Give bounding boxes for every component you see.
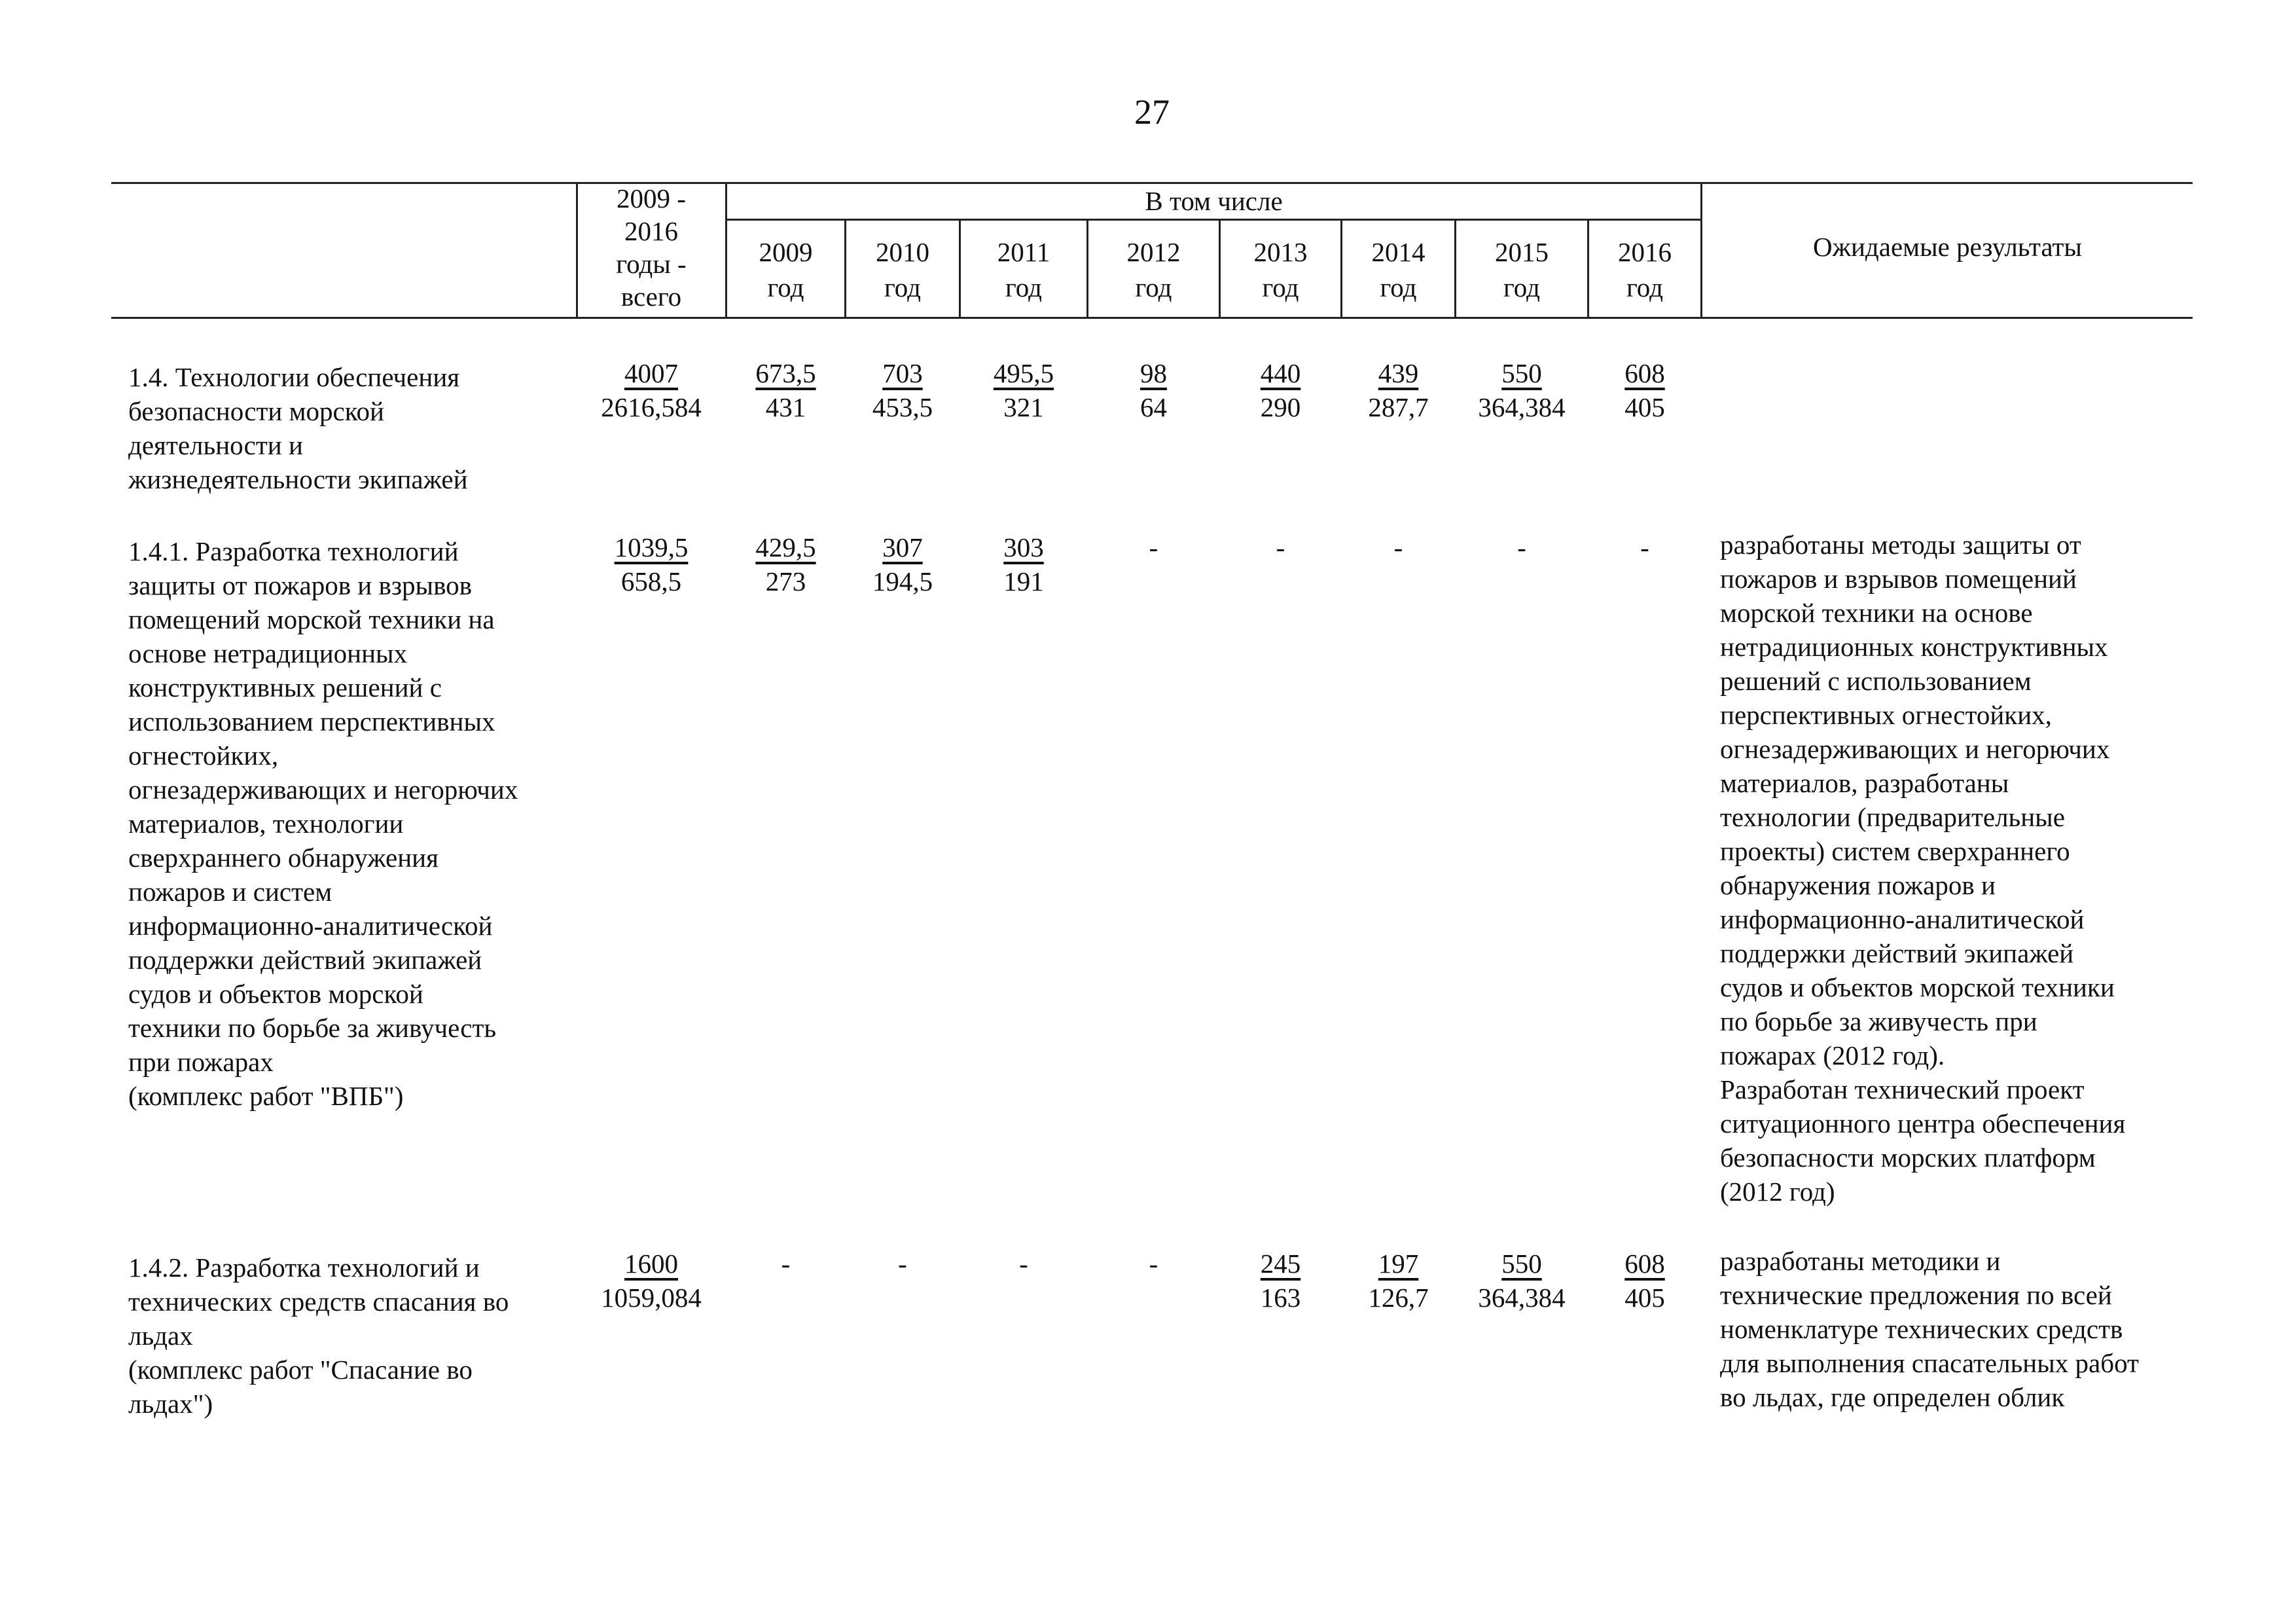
header-year-2009: 2009 год [759,237,813,302]
row-1-4-2-2010: - [898,1249,907,1279]
header-bottom-rule [111,317,2193,319]
row-1-4-2-2015: 550 364,384 [1478,1249,1566,1313]
row-1-4-2010: 703 453,5 [872,358,933,422]
including-rule [725,219,1700,221]
row-1-4-1-2016: - [1640,532,1649,562]
row-1-4-1-2011: 303 191 [1003,532,1044,596]
header-results: Ожидаемые результаты [1813,232,2082,262]
header-year-2013: 2013 год [1253,237,1308,302]
row-1-4-2-title: 1.4.2. Разработка технологий и технических средств спасания во льдах (комплекс работ "Спасание во льдах") [128,1252,509,1419]
header-divider [576,182,578,317]
row-1-4-1-title: 1.4.1. Разработка технологий защиты от пожаров и взрывов помещений морской техники на основе нетрадиционных конструктивных решений с использованием перспективных огнестойких, огнезадерживающих и негорючих материалов, технологии сверхраннего обнаружения пожаров и систем информационно-аналитической поддержки действий экипажей судов и объектов морской техники по борьбе за живучесть при пожарах (комплекс работ "ВПБ") [128,536,518,1111]
header-year-2015: 2015 год [1495,237,1549,302]
row-1-4-2-2011: - [1019,1249,1028,1279]
row-1-4-2015: 550 364,384 [1478,358,1566,422]
row-1-4-2009: 673,5 431 [755,358,816,422]
row-1-4-2-result: разработаны методики и технические предложения по всей номенклатуре технических средств для выполнения спасательных работ во льдах, где определен облик [1720,1246,2139,1412]
row-1-4-1-2012: - [1149,532,1158,562]
header-year-2014: 2014 год [1371,237,1426,302]
header-year-2010: 2010 год [876,237,929,302]
row-1-4-1-2009: 429,5 273 [755,532,816,596]
header-year-2016: 2016 год [1618,237,1672,302]
row-1-4-2014: 439 287,7 [1368,358,1429,422]
row-1-4-total: 4007 2616,584 [601,358,702,422]
row-1-4-1-2015: - [1517,532,1526,562]
page-number: 27 [1134,92,1170,132]
row-1-4-title: 1.4. Технологии обеспечения безопасности морской деятельности и жизнедеятельности экипажей [128,362,468,494]
row-1-4-1-2013: - [1276,532,1285,562]
row-1-4-2-2013: 245 163 [1260,1249,1301,1313]
row-1-4-2-2012: - [1149,1249,1158,1279]
row-1-4-2-2009: - [781,1249,791,1279]
row-1-4-2-total: 1600 1059,084 [601,1249,702,1313]
row-1-4-2012: 98 64 [1140,358,1167,422]
row-1-4-2-2016: 608 405 [1624,1249,1665,1313]
row-1-4-1-total: 1039,5 658,5 [614,532,689,596]
row-1-4-2013: 440 290 [1260,358,1301,422]
row-1-4-1-2014: - [1393,532,1403,562]
header-year-2011: 2011 год [997,237,1050,302]
row-1-4-2-2014: 197 126,7 [1368,1249,1429,1313]
header-year-2012: 2012 год [1126,237,1181,302]
row-1-4-1-result: разработаны методы защиты от пожаров и взрывов помещений морской техники на основе нетрадиционных конструктивных решений с использованием перспективных огнестойких, огнезадерживающих и негорючих материалов, разработаны технологии (предварительные проекты) систем сверхраннего обнаружения пожаров и информационно-аналитической поддержки действий экипажей судов и объектов морской техники по борьбе за живучесть при пожарах (2012 год). Разработан технический проект ситуационного центра обеспечения безопасности морских платформ (2012 год) [1720,530,2126,1207]
row-1-4-1-2010: 307 194,5 [872,532,933,596]
header-total: 2009 - 2016 годы - всего [616,183,687,312]
header-including: В том числе [1145,186,1283,216]
row-1-4-2011: 495,5 321 [993,358,1054,422]
row-1-4-2016: 608 405 [1624,358,1665,422]
